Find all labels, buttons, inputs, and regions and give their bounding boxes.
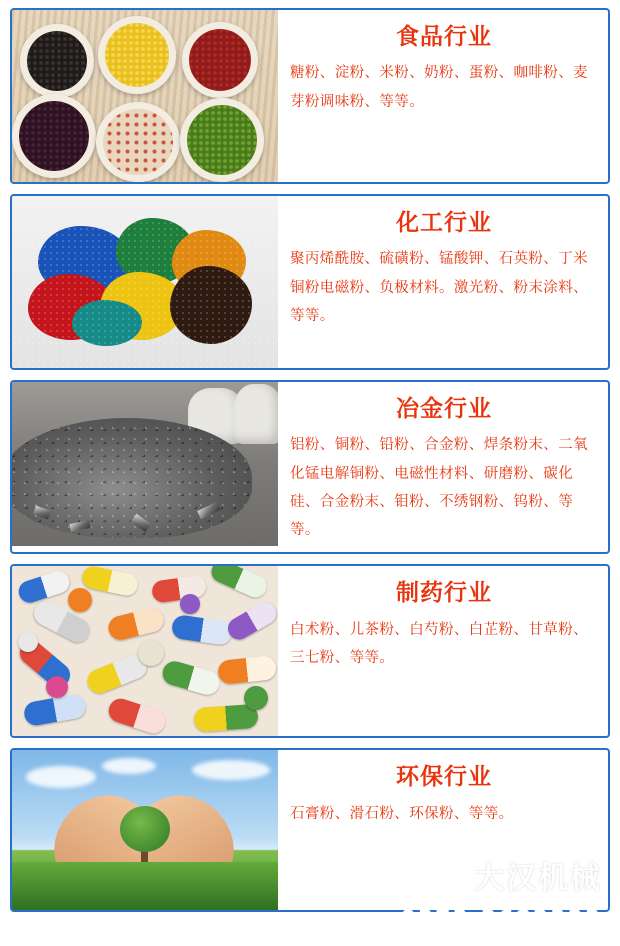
section-text-metallurgy <box>278 382 608 552</box>
brand-phone: 0373-2682333 <box>400 907 602 932</box>
section-card-metallurgy <box>10 380 610 554</box>
cloud <box>26 766 96 788</box>
section-card-chemical <box>10 194 610 370</box>
section-card-pharmacy <box>10 564 610 738</box>
capsule <box>171 614 234 646</box>
cloud <box>192 760 270 780</box>
section-title: 食品行业 <box>396 23 492 49</box>
capsule <box>208 566 270 601</box>
colored-plastic-granules-photo <box>12 196 278 368</box>
section-card-environment <box>10 748 610 912</box>
capsule <box>106 606 166 643</box>
bowl-yellow-corn <box>98 16 176 94</box>
cloud <box>102 758 156 774</box>
tablet <box>244 686 268 710</box>
section-title: 环保行业 <box>396 763 492 790</box>
food-powders-in-bowls-photo <box>12 10 278 182</box>
section-title: 化工行业 <box>396 209 492 235</box>
white-sack-right <box>234 384 278 444</box>
tablet <box>138 640 164 666</box>
section-description: 铝粉、铜粉、铅粉、合金粉、焊条粉末、二氧化锰电解铜粉、电磁性材料、研磨粉、碳化硅、合金粉末、钼粉、不绣钢粉、钨粉、等等。 <box>290 437 588 539</box>
section-title: 冶金行业 <box>396 395 492 421</box>
grass-field <box>12 862 278 910</box>
capsule <box>193 704 259 732</box>
capsule <box>160 659 222 698</box>
bowl-red-beans <box>182 22 258 98</box>
bowl-green-beans <box>180 98 264 182</box>
section-text-pharmacy <box>278 566 608 736</box>
metal-chips-photo <box>12 382 278 546</box>
section-card-food <box>10 8 610 184</box>
tablet <box>180 594 200 614</box>
capsule <box>217 655 277 685</box>
bowl-black-beans <box>20 24 94 98</box>
pills-and-capsules-photo <box>12 566 278 736</box>
bowl-dark-berries <box>12 94 96 178</box>
capsule <box>106 696 169 736</box>
capsule <box>22 693 87 727</box>
section-text-environment <box>278 750 608 910</box>
section-title: 制药行业 <box>396 579 492 606</box>
tablet <box>68 588 92 612</box>
section-text-chemical <box>278 196 608 368</box>
brand-pinyin: DAHAN <box>478 895 525 905</box>
section-description: 石膏粉、滑石粉、环保粉、等等。 <box>290 805 514 822</box>
capsule <box>224 599 278 644</box>
hands-heart-tree-photo <box>12 750 278 910</box>
section-description: 聚丙烯酰胺、硫磺粉、锰酸钾、石英粉、丁米铜粉电磁粉、负极材料。激光粉、粉末涂料、等等。 <box>290 251 588 324</box>
section-description: 白术粉、儿茶粉、白芍粉、白芷粉、甘草粉、三七粉、等等。 <box>290 621 588 666</box>
brand-name: 大汉机械 <box>474 861 602 896</box>
section-text-food <box>278 10 608 182</box>
bowl-white-peanuts <box>96 102 180 182</box>
section-description: 糖粉、淀粉、米粉、奶粉、蛋粉、咖啡粉、麦芽粉调味粉、等等。 <box>290 65 588 110</box>
granule-texture-overlay <box>12 196 278 368</box>
